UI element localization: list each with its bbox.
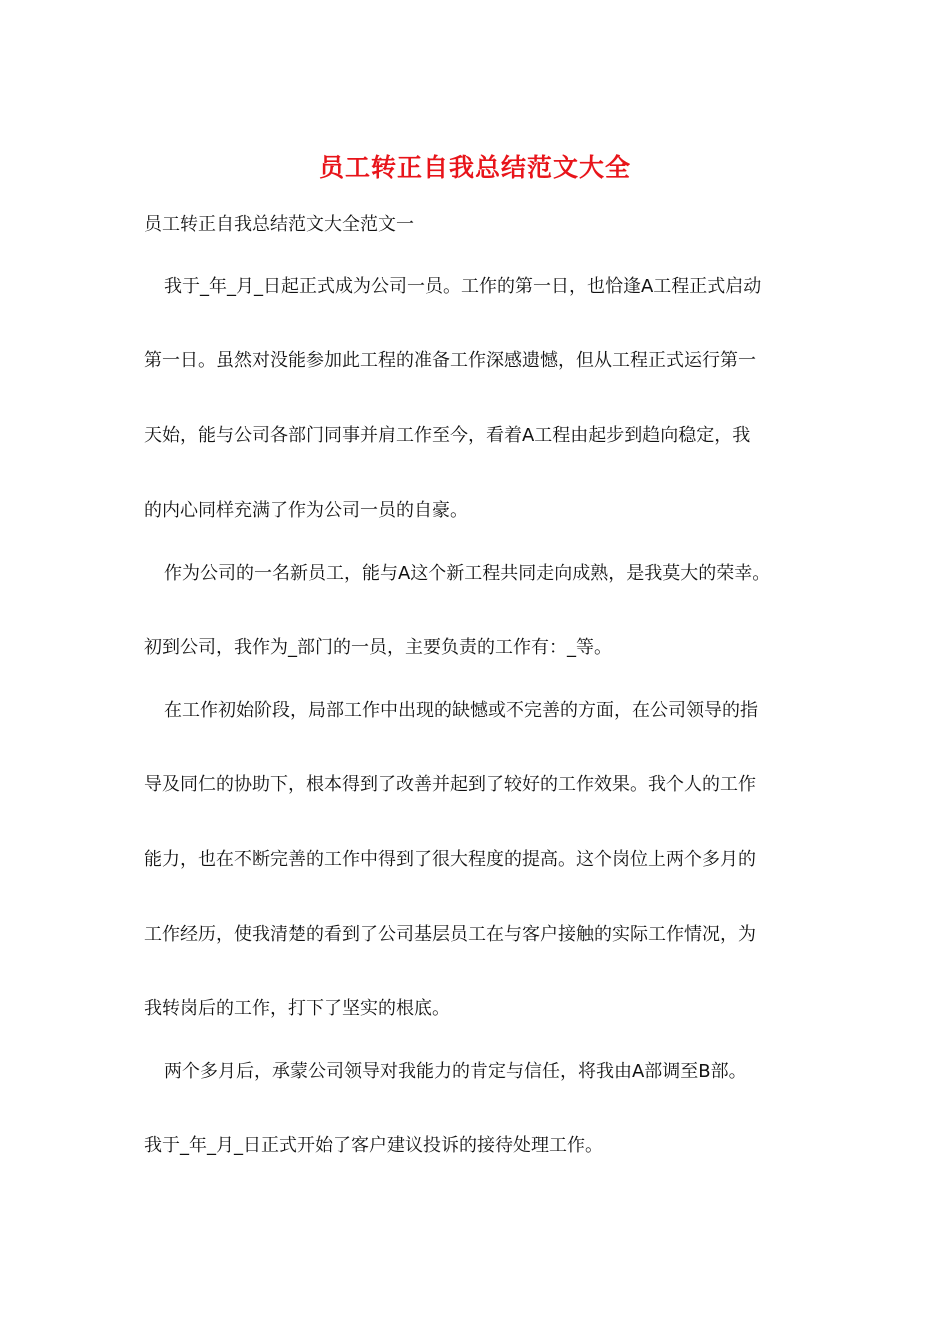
paragraph-line: 作为公司的一名新员工，能与A这个新工程共同走向成熟，是我莫大的荣幸。: [164, 563, 771, 584]
document-title: 员工转正自我总结范文大全: [318, 153, 631, 182]
paragraph-line: 我转岗后的工作，打下了坚实的根底。: [144, 998, 450, 1019]
paragraph-line: 能力，也在不断完善的工作中得到了很大程度的提高。这个岗位上两个多月的: [144, 849, 756, 870]
paragraph-line: 导及同仁的协助下，根本得到了改善并起到了较好的工作效果。我个人的工作: [144, 774, 756, 795]
document-subtitle: 员工转正自我总结范文大全范文一: [144, 214, 414, 235]
paragraph-line: 我于_年_月_日起正式成为公司一员。工作的第一日，也恰逢A工程正式启动: [164, 276, 762, 297]
paragraph-line: 天始，能与公司各部门同事并肩工作至今，看着A工程由起步到趋向稳定，我: [144, 425, 751, 446]
paragraph-line: 初到公司，我作为_部门的一员，主要负责的工作有：_等。: [144, 637, 612, 658]
paragraph-line: 的内心同样充满了作为公司一员的自豪。: [144, 500, 468, 521]
paragraph-line: 两个多月后，承蒙公司领导对我能力的肯定与信任，将我由A部调至B部。: [164, 1061, 747, 1082]
paragraph-line: 在工作初始阶段，局部工作中出现的缺憾或不完善的方面，在公司领导的指: [164, 700, 758, 721]
paragraph-line: 工作经历，使我清楚的看到了公司基层员工在与客户接触的实际工作情况，为: [144, 924, 756, 945]
paragraph-line: 第一日。虽然对没能参加此工程的准备工作深感遗憾，但从工程正式运行第一: [144, 350, 756, 371]
paragraph-line: 我于_年_月_日正式开始了客户建议投诉的接待处理工作。: [144, 1135, 603, 1156]
